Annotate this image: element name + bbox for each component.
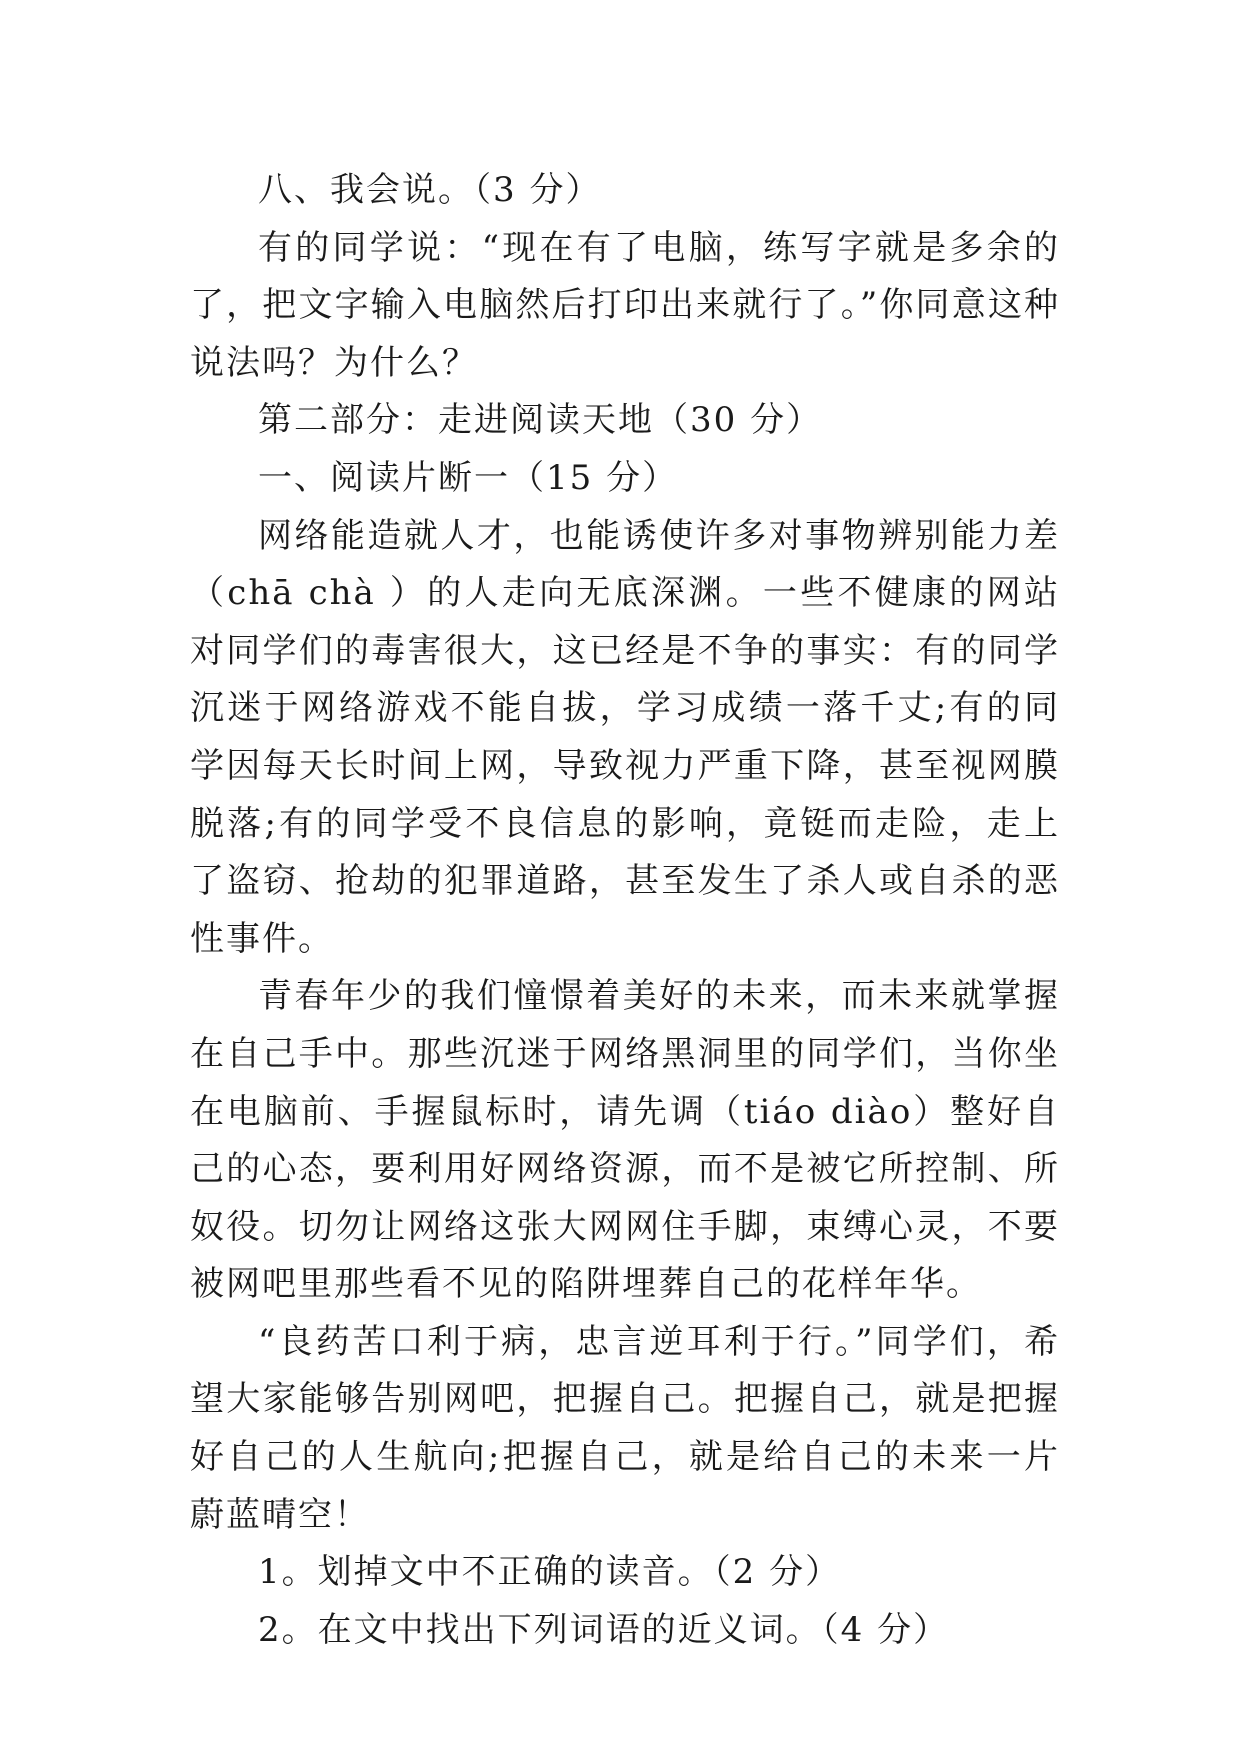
part2-heading: 第二部分：走进阅读天地（30 分） — [258, 400, 823, 441]
reading1-heading: 一、阅读片断一（15 分） — [258, 457, 679, 498]
exam-page — [190, 162, 1060, 1659]
passage-paragraph-1: 网络能造就人才，也能诱使许多对事物辨别能力差（chā chà ）的人走向无底深渊。一些不健康的网站对同学们的毒害很大，这已经是不争的事实：有的同学沉迷于网络游戏不能自拔，学习成绩一落千丈;有的同学因每天长时间上网，导致视力严重下降，甚至视网膜脱落;有的同学受不良信息的影响，竟铤而走险，走上了盗窃、抢劫的犯罪道路，甚至发生了杀人或自杀的恶性事件。 — [190, 515, 1060, 959]
passage-paragraph-2: 青春年少的我们憧憬着美好的未来，而未来就掌握在自己手中。那些沉迷于网络黑洞里的同学们，当你坐在电脑前、手握鼠标时，请先调（tiáo diào）整好自己的心态，要利用好网络资源，而不是被它所控制、所奴役。切勿让网络这张大网网住手脚，束缚心灵，不要被网吧里那些看不见的陷阱埋葬自己的花样年华。 — [190, 976, 1060, 1305]
section8-heading: 八、我会说。（3 分） — [258, 170, 602, 210]
question-1: 1。划掉文中不正确的读音。（2 分） — [258, 1552, 842, 1593]
section8-prompt: 有的同学说：“现在有了电脑，练写字就是多余的了，把文字输入电脑然后打印出来就行了。”你同意这种说法吗？为什么？ — [190, 227, 1060, 383]
passage-paragraph-3: “良药苦口利于病，忠言逆耳利于行。”同学们，希望大家能够告别网吧，把握自己。把握自己，就是把握好自己的人生航向;把握自己，就是给自己的未来一片蔚蓝晴空！ — [190, 1321, 1060, 1535]
question-2: 2。在文中找出下列词语的近义词。（4 分） — [258, 1609, 950, 1650]
